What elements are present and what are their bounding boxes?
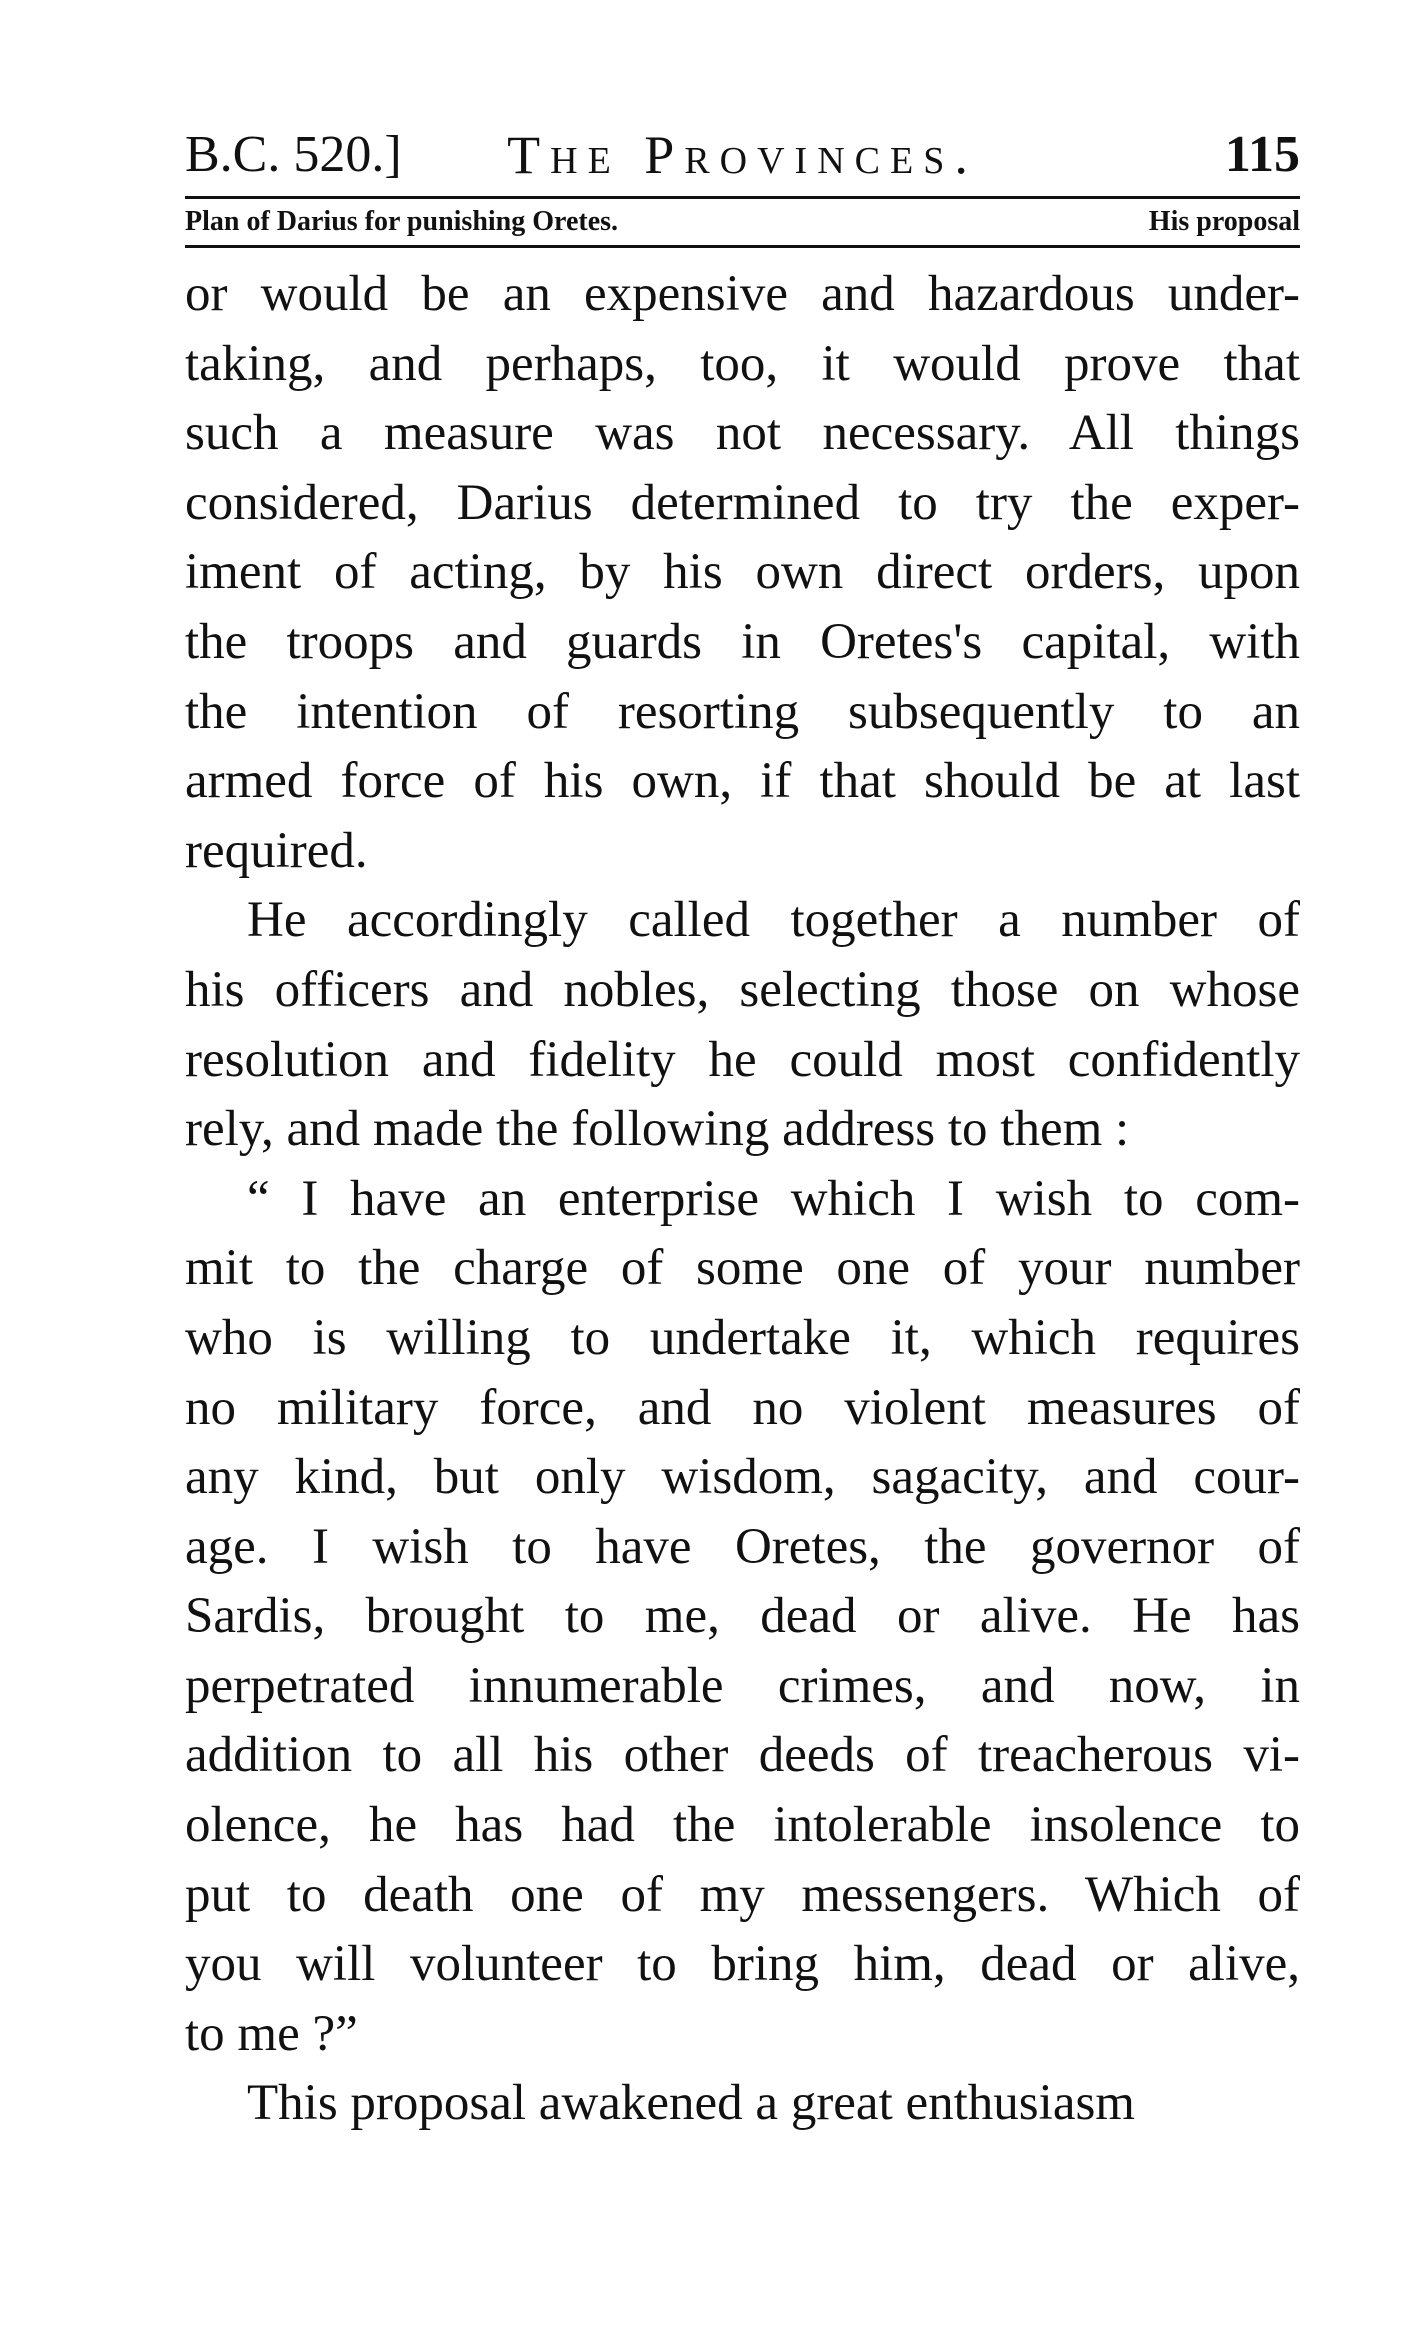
- text-line: mit to the charge of some one of your number: [185, 1240, 1300, 1297]
- text-line: addition to all his other deeds of treacherous vi-: [185, 1727, 1300, 1784]
- text-line: Sardis, brought to me, dead or alive. He has: [185, 1588, 1300, 1645]
- text-line: He accordingly called together a number of: [247, 892, 1300, 949]
- text-line: This proposal awakened a great enthusiasm: [247, 2075, 1135, 2132]
- paragraph: [185, 886, 1300, 1164]
- body-text: [185, 260, 1300, 2139]
- text-line: his officers and nobles, selecting those on whose: [185, 961, 1300, 1018]
- text-line: perpetrated innumerable crimes, and now, in: [185, 1657, 1300, 1714]
- text-line: any kind, but only wisdom, sagacity, and cour-: [185, 1449, 1300, 1506]
- running-head-title: The Provinces.: [507, 125, 978, 185]
- sidenote-left: Plan of Darius for punishing Oretes.: [185, 206, 619, 237]
- text-line: required.: [185, 822, 368, 879]
- text-line: armed force of his own, if that should be at last: [185, 753, 1300, 810]
- sidenotes: [185, 199, 1300, 245]
- text-line: olence, he has had the intolerable insolence to: [185, 1797, 1300, 1854]
- text-line: iment of acting, by his own direct orders, upon: [185, 544, 1300, 601]
- text-line: taking, and perhaps, too, it would prove that: [185, 335, 1300, 392]
- running-head: [185, 120, 1300, 190]
- paragraph: [185, 2069, 1300, 2139]
- text-line: resolution and fidelity he could most confidently: [185, 1031, 1300, 1088]
- paragraph: [185, 1165, 1300, 2070]
- sidenote-right: His proposal: [1148, 206, 1300, 237]
- text-line: the troops and guards in Oretes's capital, with: [185, 613, 1300, 670]
- text-line: considered, Darius determined to try the exper-: [185, 474, 1300, 531]
- paragraph: [185, 260, 1300, 886]
- text-line: the intention of resorting subsequently to an: [185, 683, 1300, 740]
- text-line: such a measure was not necessary. All things: [185, 405, 1300, 462]
- page-number: 115: [1224, 126, 1300, 183]
- text-line: rely, and made the following address to them :: [185, 1101, 1130, 1158]
- text-line: put to death one of my messengers. Which of: [185, 1866, 1300, 1923]
- book-page: [185, 120, 1300, 2139]
- running-head-date: B.C. 520.]: [185, 126, 402, 183]
- text-line: you will volunteer to bring him, dead or alive,: [185, 1936, 1300, 1993]
- text-line: or would be an expensive and hazardous under-: [185, 266, 1300, 322]
- text-line: no military force, and no violent measures of: [185, 1379, 1300, 1436]
- text-line: “ I have an enterprise which I wish to com-: [247, 1170, 1300, 1227]
- text-line: to me ?”: [185, 2005, 358, 2062]
- text-line: age. I wish to have Oretes, the governor of: [185, 1518, 1300, 1575]
- sidenote-rule: [185, 245, 1300, 248]
- text-line: who is willing to undertake it, which requires: [185, 1309, 1300, 1366]
